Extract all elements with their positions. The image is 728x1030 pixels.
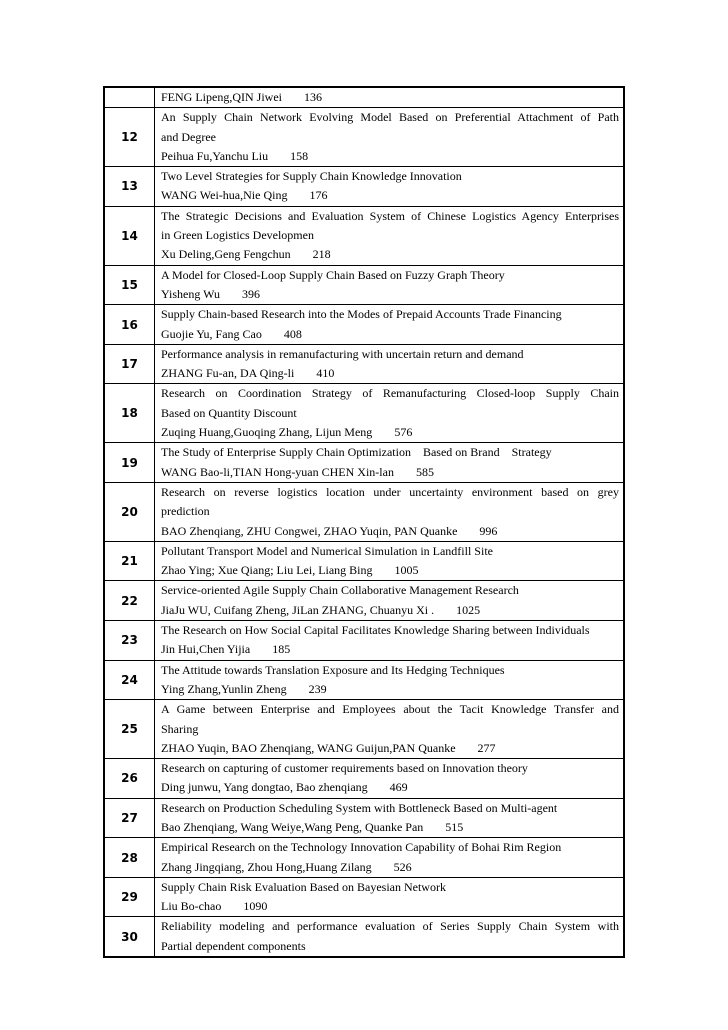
table-row (104, 344, 624, 384)
table-row (104, 917, 624, 957)
paper-authors: Bao Zhenqiang, Wang Weiye,Wang Peng, Quanke Pan (161, 819, 424, 834)
table-row (104, 877, 624, 917)
paper-title-line: An Supply Chain Network Evolving Model Based on Preferential Attachment of Path (161, 110, 619, 125)
paper-page-number: 158 (290, 148, 309, 163)
authors-line (161, 778, 619, 797)
authors-line (161, 858, 619, 877)
table-row (104, 443, 624, 483)
entry-number: 16 (104, 305, 155, 345)
paper-title-line: Partial dependent components (161, 938, 306, 953)
entry-number: 22 (104, 581, 155, 621)
paper-title-line: Supply Chain Risk Evaluation Based on Bayesian Network (161, 879, 446, 894)
table-row (104, 581, 624, 621)
entry-body (155, 344, 625, 384)
paper-authors: Zhang Jingqiang, Zhou Hong,Huang Zilang (161, 859, 372, 874)
table-row (104, 167, 624, 207)
paper-page-number: 1025 (456, 602, 481, 617)
table-row (104, 838, 624, 878)
table-row (104, 700, 624, 759)
paper-title-line: in Green Logistics Developmen (161, 228, 314, 243)
entry-body (155, 917, 625, 957)
paper-authors: Jin Hui,Chen Yijia (161, 642, 251, 657)
paper-authors: Peihua Fu,Yanchu Liu (161, 148, 269, 163)
entry-body (155, 759, 625, 799)
paper-title-line: The Strategic Decisions and Evaluation System of Chinese Logistics Agency Enterprises (161, 208, 619, 223)
paper-title-line: Two Level Strategies for Supply Chain Knowledge Innovation (161, 169, 462, 184)
paper-authors: Ding junwu, Yang dongtao, Bao zhenqiang (161, 780, 368, 795)
authors-line (161, 561, 619, 580)
paper-title-line: Pollutant Transport Model and Numerical Simulation in Landfill Site (161, 543, 493, 558)
entry-body (155, 877, 625, 917)
paper-authors: Liu Bo-chao (161, 899, 222, 914)
paper-authors: Zhao Ying; Xue Qiang; Liu Lei, Liang Bing (161, 563, 373, 578)
paper-authors: Xu Deling,Geng Fengchun (161, 247, 291, 262)
paper-page-number: 515 (445, 819, 464, 834)
entry-body (155, 206, 625, 265)
table-row (104, 108, 624, 167)
authors-line (161, 364, 619, 383)
paper-title-line: The Study of Enterprise Supply Chain Optimization Based on Brand Strategy (161, 445, 552, 460)
authors-line (161, 147, 619, 166)
entry-body (155, 443, 625, 483)
entry-body (155, 798, 625, 838)
authors-line (161, 186, 619, 205)
entry-body (155, 305, 625, 345)
entry-number: 21 (104, 541, 155, 581)
paper-page-number: 408 (283, 326, 302, 341)
paper-title-line: Research on reverse logistics location under uncertainty environment based on grey (161, 484, 619, 499)
paper-list-table (103, 86, 625, 958)
paper-page-number: 136 (303, 90, 322, 104)
table-row (104, 482, 624, 541)
entry-body (155, 384, 625, 443)
paper-authors: WANG Bao-li,TIAN Hong-yuan CHEN Xin-lan (161, 464, 394, 479)
entry-number: 18 (104, 384, 155, 443)
authors-line (161, 423, 619, 442)
authors-line (161, 285, 619, 304)
paper-page-number: 576 (394, 425, 413, 440)
entry-body (155, 87, 625, 108)
paper-page-number: 410 (316, 366, 335, 381)
authors-line (161, 680, 619, 699)
paper-page-number: 469 (389, 780, 408, 795)
authors-line (161, 245, 619, 264)
paper-page-number: 585 (415, 464, 434, 479)
paper-title-line: Empirical Research on the Technology Innovation Capability of Bohai Rim Region (161, 840, 562, 855)
entry-body (155, 621, 625, 661)
entry-number: 24 (104, 660, 155, 700)
entry-body (155, 581, 625, 621)
authors-line (161, 897, 619, 916)
paper-page-number: 176 (309, 188, 328, 203)
entry-body (155, 838, 625, 878)
paper-authors: Zuqing Huang,Guoqing Zhang, Lijun Meng (161, 425, 373, 440)
entry-number: 30 (104, 917, 155, 957)
entry-number: 19 (104, 443, 155, 483)
paper-title-line: A Game between Enterprise and Employees about the Tacit Knowledge Transfer and (161, 702, 619, 717)
paper-title-line: Research on Coordination Strategy of Remanufacturing Closed-loop Supply Chain (161, 386, 619, 401)
entry-number: 17 (104, 344, 155, 384)
table-row (104, 798, 624, 838)
paper-title-line: Performance analysis in remanufacturing with uncertain return and demand (161, 346, 524, 361)
table-row (104, 759, 624, 799)
entry-body (155, 700, 625, 759)
table-row (104, 87, 624, 108)
paper-authors: FENG Lipeng,QIN Jiwei (161, 90, 282, 104)
paper-list-body (104, 87, 624, 957)
entry-number: 14 (104, 206, 155, 265)
paper-page-number: 396 (241, 286, 260, 301)
entry-body (155, 108, 625, 167)
authors-line (161, 88, 619, 107)
entry-number: 27 (104, 798, 155, 838)
entry-body (155, 482, 625, 541)
entry-number: 20 (104, 482, 155, 541)
paper-title-line: Reliability modeling and performance evaluation of Series Supply Chain System with (161, 919, 619, 934)
entry-number: 28 (104, 838, 155, 878)
entry-number: 29 (104, 877, 155, 917)
paper-title-line: Based on Quantity Discount (161, 405, 297, 420)
entry-number (104, 87, 155, 108)
table-row (104, 265, 624, 305)
authors-line (161, 463, 619, 482)
entry-body (155, 660, 625, 700)
paper-title-line: Supply Chain-based Research into the Modes of Prepaid Accounts Trade Financing (161, 307, 562, 322)
authors-line (161, 325, 619, 344)
paper-title-line: The Research on How Social Capital Facilitates Knowledge Sharing between Individuals (161, 623, 590, 638)
paper-authors: JiaJu WU, Cuifang Zheng, JiLan ZHANG, Chuanyu Xi . (161, 602, 435, 617)
paper-title-line: The Attitude towards Translation Exposure and Its Hedging Techniques (161, 662, 505, 677)
paper-title-line: prediction (161, 504, 210, 519)
paper-page-number: 185 (272, 642, 291, 657)
paper-authors: Guojie Yu, Fang Cao (161, 326, 262, 341)
paper-authors: Yisheng Wu (161, 286, 220, 301)
paper-authors: Ying Zhang,Yunlin Zheng (161, 681, 287, 696)
table-row (104, 384, 624, 443)
entry-number: 13 (104, 167, 155, 207)
table-row (104, 206, 624, 265)
table-row (104, 660, 624, 700)
table-row (104, 621, 624, 661)
entry-body (155, 167, 625, 207)
authors-line (161, 522, 619, 541)
entry-number: 12 (104, 108, 155, 167)
paper-page-number: 239 (308, 681, 327, 696)
paper-title-line: Sharing (161, 721, 199, 736)
paper-page-number: 1005 (394, 563, 419, 578)
paper-authors: ZHANG Fu-an, DA Qing-li (161, 366, 295, 381)
entry-number: 26 (104, 759, 155, 799)
authors-line (161, 739, 619, 758)
paper-page-number: 526 (393, 859, 412, 874)
paper-page-number: 218 (312, 247, 331, 262)
paper-authors: WANG Wei-hua,Nie Qing (161, 188, 288, 203)
entry-number: 25 (104, 700, 155, 759)
entry-body (155, 265, 625, 305)
entry-number: 23 (104, 621, 155, 661)
paper-authors: ZHAO Yuqin, BAO Zhenqiang, WANG Guijun,PAN Quanke (161, 740, 456, 755)
entry-number: 15 (104, 265, 155, 305)
authors-line (161, 818, 619, 837)
authors-line (161, 640, 619, 659)
table-row (104, 305, 624, 345)
paper-title-line: and Degree (161, 129, 216, 144)
paper-page-number: 277 (477, 740, 496, 755)
paper-page-number: 996 (479, 523, 498, 538)
entry-body (155, 541, 625, 581)
table-row (104, 541, 624, 581)
paper-title-line: A Model for Closed-Loop Supply Chain Based on Fuzzy Graph Theory (161, 267, 505, 282)
paper-authors: BAO Zhenqiang, ZHU Congwei, ZHAO Yuqin, PAN Quanke (161, 523, 458, 538)
paper-page-number: 1090 (243, 899, 268, 914)
paper-title-line: Research on Production Scheduling System with Bottleneck Based on Multi-agent (161, 800, 558, 815)
paper-title-line: Research on capturing of customer requirements based on Innovation theory (161, 761, 528, 776)
paper-title-line: Service-oriented Agile Supply Chain Collaborative Management Research (161, 583, 519, 598)
authors-line (161, 601, 619, 620)
